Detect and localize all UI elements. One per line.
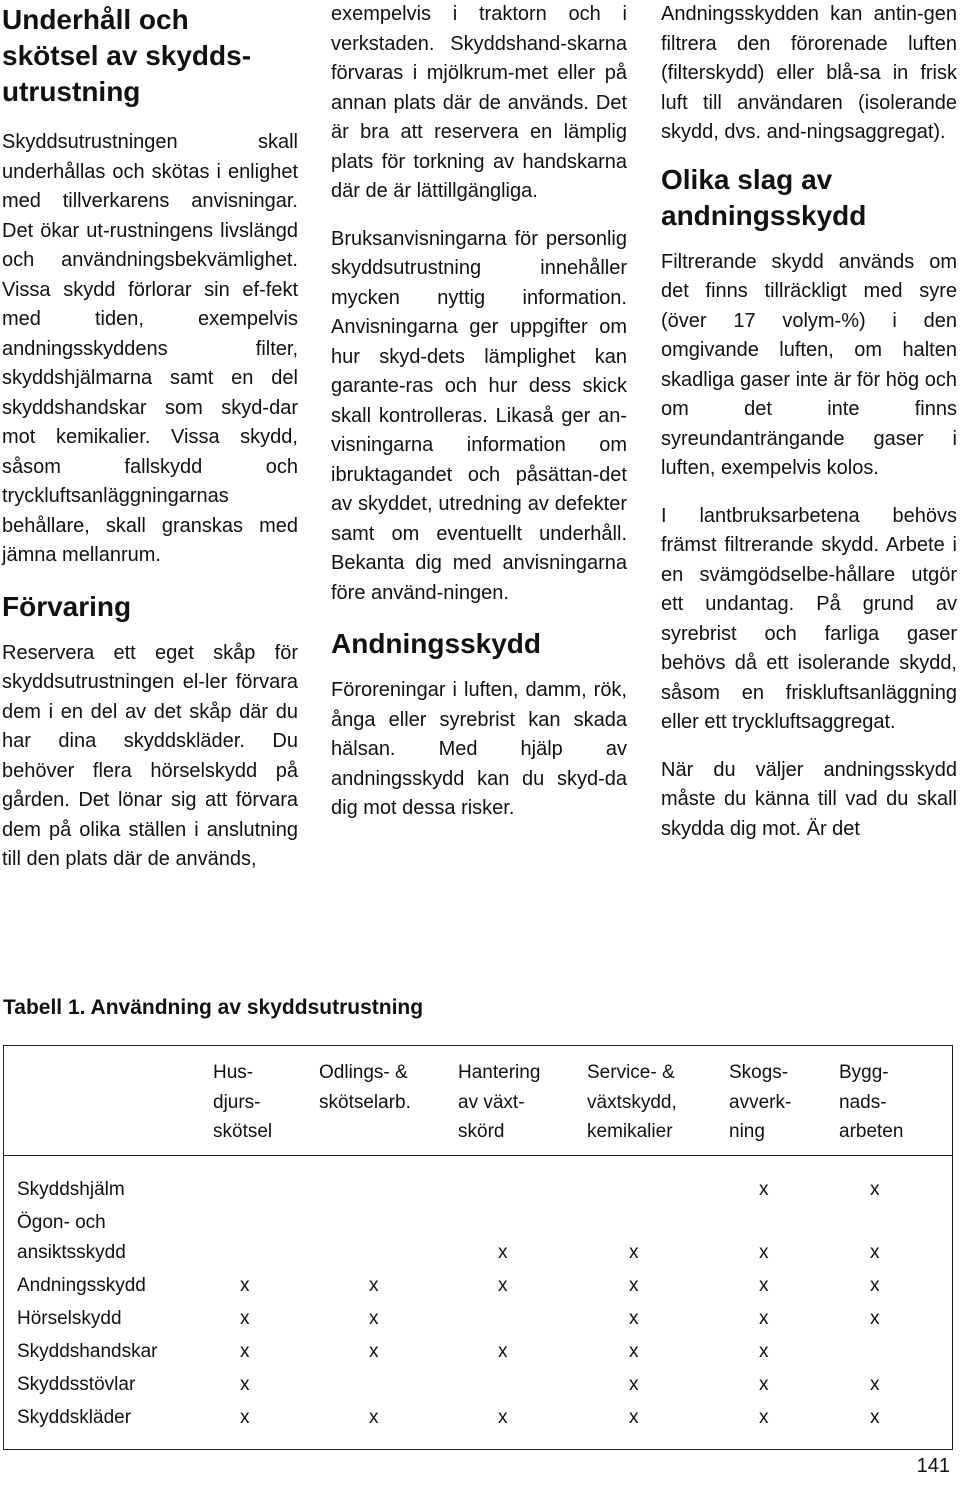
column-3 xyxy=(661,0,957,844)
paragraph: Filtrerande skydd används om det finns tillräckligt med syre (över 17 volym-%) i den omgivande luften, om halten skadliga gaser inte är för hög och om det inte finns syreundanträngande gaser i luften, exempelvis kolos. xyxy=(661,250,957,479)
table-cell-mark: x xyxy=(369,1341,379,1362)
table-cell-mark: x xyxy=(369,1275,379,1296)
column-2 xyxy=(331,0,627,824)
paragraph: Föroreningar i luften, damm, rök, ånga eller syrebrist kan skada hälsan. Med hjälp av andningsskydd kan du skyd-da dig mot dessa risker. xyxy=(331,679,627,819)
table-row-label: Hörselskydd xyxy=(17,1308,122,1329)
table-cell-mark: x xyxy=(498,1407,508,1428)
table-cell-mark: x xyxy=(629,1275,639,1296)
table-header-divider xyxy=(4,1155,952,1156)
table-row-label: Skyddsstövlar xyxy=(17,1374,136,1395)
table-row-label: Skyddshandskar xyxy=(17,1341,158,1362)
table-column-header: Hantering av växt- skörd xyxy=(458,1062,541,1142)
paragraph: Andningsskydden kan antin-gen filtrera den förorenade luften (filterskydd) eller blå-sa in frisk luft till användaren (isolerande skydd, dvs. and-ningsaggregat). xyxy=(661,3,957,143)
table-row-label: Ögon- och ansiktsskydd xyxy=(17,1212,126,1263)
table-caption: Tabell 1. Användning av skyddsutrustning xyxy=(3,996,424,1019)
table-cell-mark: x xyxy=(759,1407,769,1428)
table-cell-mark: x xyxy=(240,1374,250,1395)
column-1 xyxy=(2,0,298,875)
table-column-header: Hus- djurs- skötsel xyxy=(213,1062,273,1142)
section-heading-storage: Förvaring xyxy=(2,590,132,622)
table-cell-mark: x xyxy=(369,1308,379,1329)
table-cell-mark: x xyxy=(629,1374,639,1395)
table-cell-mark: x xyxy=(369,1407,379,1428)
paragraph: I lantbruksarbetena behövs främst filtrerande skydd. Arbete i en svämgödselbe-hållare utgör ett undantag. På grund av syrebrist och farliga gaser behövs då ett isolerande skydd, såsom en friskluftsanläggning eller ett tryckluftsaggregat. xyxy=(661,504,957,733)
paragraph: Skyddsutrustningen skall underhållas och skötas i enlighet med tillverkarens anvisningar. Det ökar ut-rustningens livslängd och användningsbekvämlighet. Vissa skydd förlorar sin ef-fekt med tiden, exempelvis andningsskyddens filter, skyddshjälmarna samt en del skyddshandskar som skyd-dar mot kemikalier. Vissa skydd, såsom fallskydd och tryckluftsanläggningarnas behållare, skall granskas med jämna mellanrum. xyxy=(2,131,298,566)
table-column-header: Service- & växtskydd, kemikalier xyxy=(587,1062,677,1142)
section-heading-types: Olika slag av andningsskydd xyxy=(661,163,867,231)
table-cell-mark: x xyxy=(759,1374,769,1395)
paragraph: exempelvis i traktorn och i verkstaden. Skyddshand-skarna förvaras i mjölkrum-met eller på annan plats där de används. Det är bra att reservera en lämplig plats för torkning av handskarna där de är lättillgängliga. xyxy=(331,3,627,202)
table-cell-mark: x xyxy=(759,1308,769,1329)
table-cell-mark: x xyxy=(629,1407,639,1428)
paragraph: När du väljer andningsskydd måste du känna till vad du skall skydda dig mot. Är det xyxy=(661,758,957,840)
table-row-label: Skyddskläder xyxy=(17,1407,132,1428)
table-cell-mark: x xyxy=(870,1374,880,1395)
table-row-label: Andningsskydd xyxy=(17,1275,146,1296)
table-row-label: Skyddshjälm xyxy=(17,1179,125,1200)
table-cell-mark: x xyxy=(629,1308,639,1329)
table-cell-mark: x xyxy=(759,1275,769,1296)
table-cell-mark: x xyxy=(870,1179,880,1200)
section-heading-respiratory: Andningsskydd xyxy=(331,628,542,659)
table-cell-mark: x xyxy=(240,1308,250,1329)
table-column-header: Odlings- & skötselarb. xyxy=(319,1062,411,1113)
table-column-header: Skogs- avverk- ning xyxy=(729,1062,792,1142)
table-cell-mark: x xyxy=(498,1341,508,1362)
table-column-header: Bygg- nads- arbeten xyxy=(839,1062,904,1142)
table-cell-mark: x xyxy=(498,1275,508,1296)
table-cell-mark: x xyxy=(240,1341,250,1362)
table-cell-mark: x xyxy=(870,1275,880,1296)
paragraph: Reservera ett eget skåp för skyddsutrustningen el-ler förvara dem i en del av det skåp där du har dina skyddskläder. Du behöver flera hörselskydd på gården. Det lönar sig att förvara dem på olika ställen i anslutning till den plats där de används, xyxy=(2,641,298,870)
table-cell-mark: x xyxy=(759,1341,769,1362)
table-cell-mark: x xyxy=(870,1241,880,1263)
table-cell-mark: x xyxy=(870,1407,880,1428)
table-cell-mark: x xyxy=(629,1341,639,1362)
section-heading-maintenance: Underhåll och skötsel av skydds- utrustning xyxy=(2,4,252,107)
table-cell-mark: x xyxy=(759,1241,769,1263)
equipment-table xyxy=(3,1045,953,1450)
page-number: 141 xyxy=(916,1455,950,1477)
table-cell-mark: x xyxy=(240,1407,250,1428)
table-cell-mark: x xyxy=(240,1275,250,1296)
paragraph: Bruksanvisningarna för personlig skyddsutrustning innehåller mycken nyttig information. Anvisningarna ger uppgifter om hur skyd-dets lämplighet kan garante-ras och hur dess skick skall kontrolleras. Likaså ger an-visningarna information om ibruktagandet och påsättan-det av skyddet, utredning av defekter samt om eventuellt underhåll. Bekanta dig med anvisningarna före använd-ningen. xyxy=(331,227,627,604)
table-cell-mark: x xyxy=(870,1308,880,1329)
table-cell-mark: x xyxy=(629,1241,639,1263)
table-cell-mark: x xyxy=(498,1241,508,1263)
table-cell-mark: x xyxy=(759,1179,769,1200)
